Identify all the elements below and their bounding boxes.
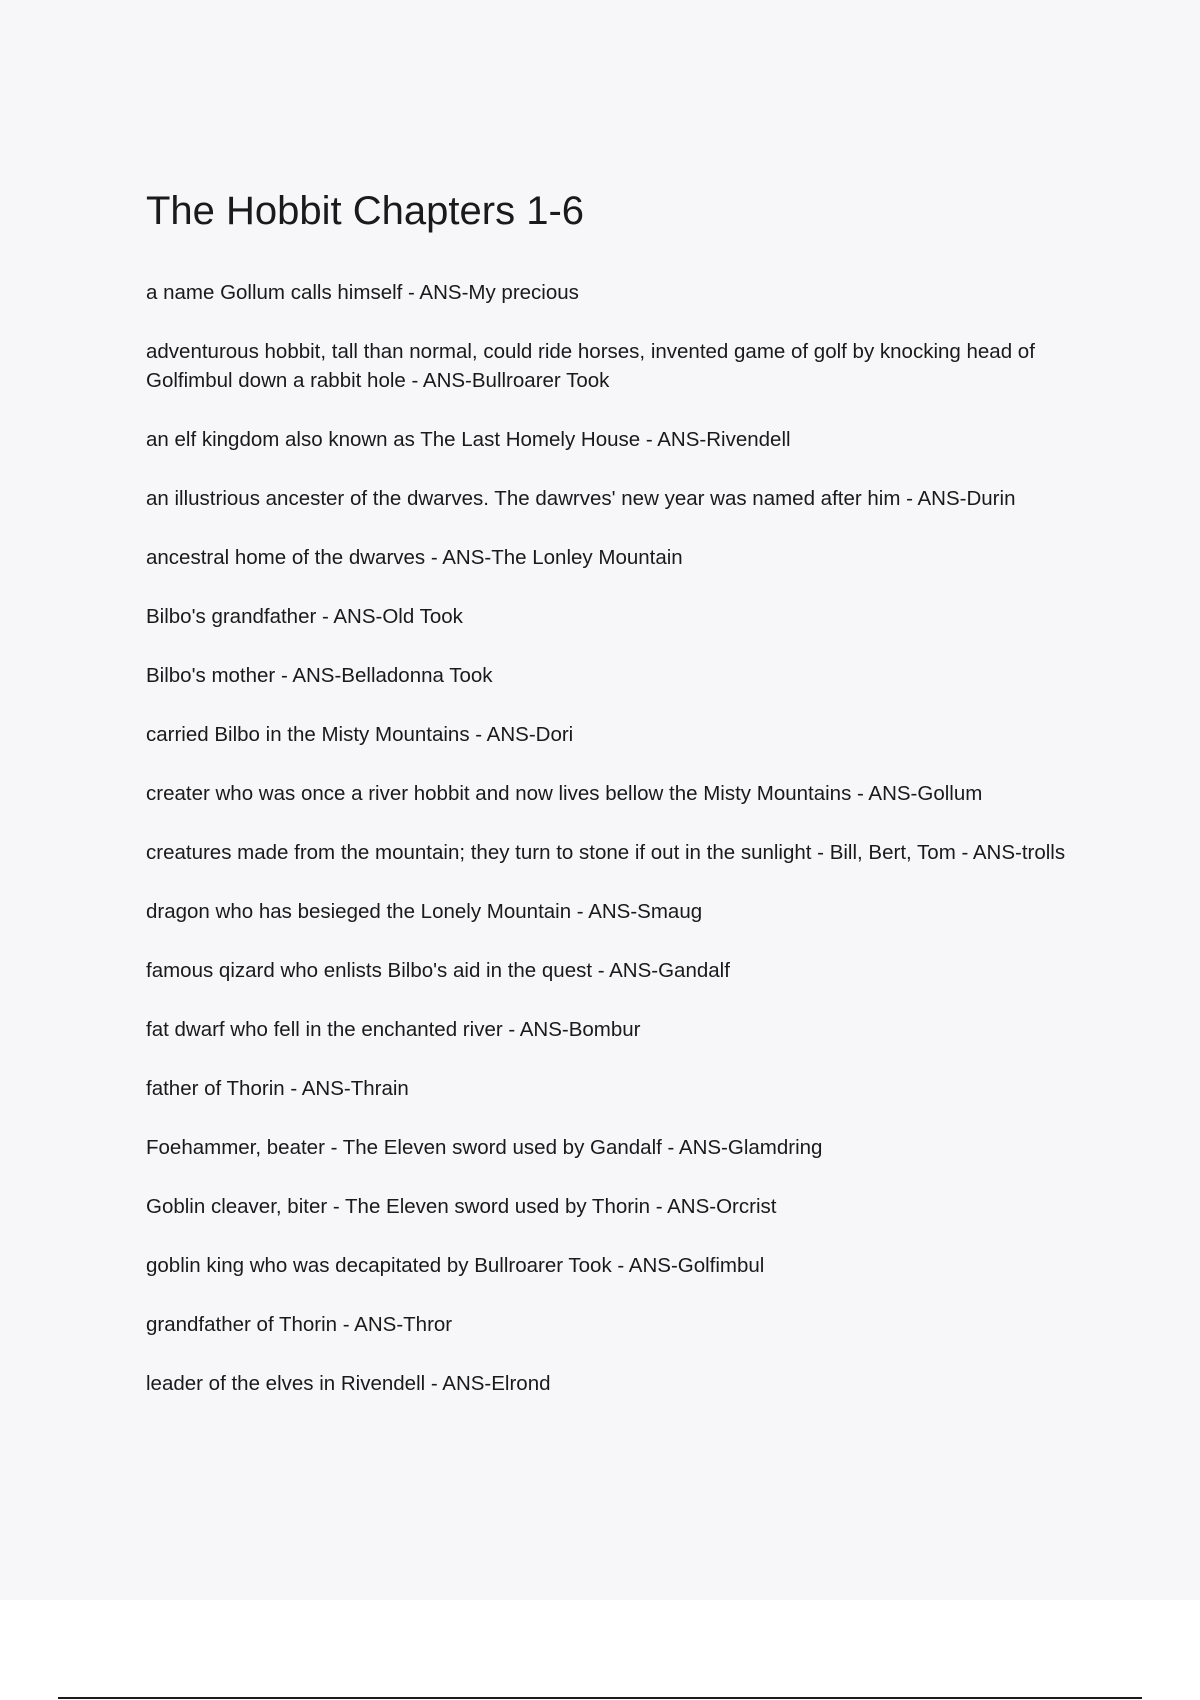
list-item: an elf kingdom also known as The Last Homely House - ANS-Rivendell xyxy=(146,428,791,451)
list-item: father of Thorin - ANS-Thrain xyxy=(146,1077,409,1100)
list-item: Bilbo's mother - ANS-Belladonna Took xyxy=(146,664,493,687)
list-item: Goblin cleaver, biter - The Eleven sword used by Thorin - ANS-Orcrist xyxy=(146,1195,777,1218)
list-item: ancestral home of the dwarves - ANS-The Lonley Mountain xyxy=(146,546,683,569)
qa-list xyxy=(146,278,1096,1398)
list-item: leader of the elves in Rivendell - ANS-Elrond xyxy=(146,1372,551,1395)
list-item: grandfather of Thorin - ANS-Thror xyxy=(146,1313,453,1336)
list-item: creater who was once a river hobbit and now lives bellow the Misty Mountains - ANS-Gollum xyxy=(146,782,983,805)
list-item: adventurous hobbit, tall than normal, could ride horses, invented game of golf by knocking head of Golfimbul down a rabbit hole - ANS-Bullroarer Took xyxy=(146,340,1035,392)
list-item: fat dwarf who fell in the enchanted river - ANS-Bombur xyxy=(146,1018,641,1041)
footer-divider xyxy=(58,1697,1142,1699)
document-content xyxy=(146,186,1096,1428)
list-item: Foehammer, beater - The Eleven sword used by Gandalf - ANS-Glamdring xyxy=(146,1136,823,1159)
list-item: dragon who has besieged the Lonely Mountain - ANS-Smaug xyxy=(146,900,703,923)
page-title: The Hobbit Chapters 1-6 xyxy=(146,189,585,233)
list-item: carried Bilbo in the Misty Mountains - ANS-Dori xyxy=(146,723,574,746)
list-item: creatures made from the mountain; they turn to stone if out in the sunlight - Bill, Bert, Tom - ANS-trolls xyxy=(146,841,1066,864)
list-item: goblin king who was decapitated by Bullroarer Took - ANS-Golfimbul xyxy=(146,1254,765,1277)
list-item: a name Gollum calls himself - ANS-My precious xyxy=(146,281,579,304)
list-item: an illustrious ancester of the dwarves. The dawrves' new year was named after him - ANS-Durin xyxy=(146,487,1016,510)
list-item: Bilbo's grandfather - ANS-Old Took xyxy=(146,605,463,628)
list-item: famous qizard who enlists Bilbo's aid in the quest - ANS-Gandalf xyxy=(146,959,730,982)
